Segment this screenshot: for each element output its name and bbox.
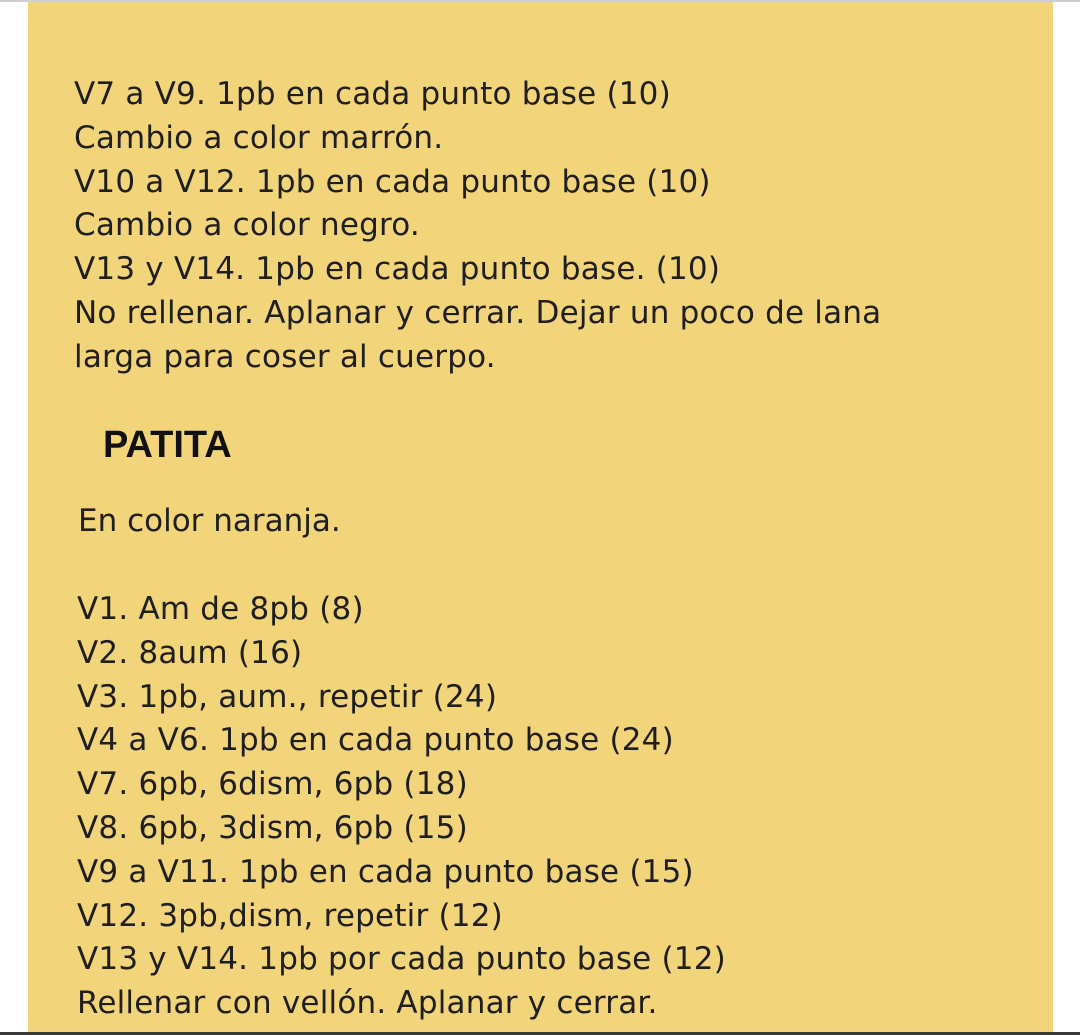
instruction-line: V7 a V9. 1pb en cada punto base (10) bbox=[74, 76, 671, 112]
instruction-line: V4 a V6. 1pb en cada punto base (24) bbox=[77, 722, 674, 759]
instruction-line: V12. 3pb,dism, repetir (12) bbox=[77, 897, 503, 934]
instructions-block-one bbox=[74, 73, 881, 380]
instruction-line: V1. Am de 8pb (8) bbox=[77, 591, 364, 627]
color-intro: En color naranja. bbox=[78, 503, 341, 539]
instruction-line: V13 y V14. 1pb por cada punto base (12) bbox=[77, 941, 726, 978]
bottom-divider bbox=[0, 1032, 1080, 1035]
instruction-line: V10 a V12. 1pb en cada punto base (10) bbox=[74, 163, 711, 200]
instruction-line: No rellenar. Aplanar y cerrar. Dejar un poco de lana bbox=[74, 294, 882, 331]
instruction-line: V2. 8aum (16) bbox=[77, 634, 303, 671]
instruction-line: V9 a V11. 1pb en cada punto base (15) bbox=[77, 853, 694, 890]
instruction-line: Cambio a color marrón. bbox=[74, 119, 444, 156]
instruction-line: V13 y V14. 1pb en cada punto base. (10) bbox=[74, 251, 721, 288]
instruction-line: V8. 6pb, 3dism, 6pb (15) bbox=[77, 809, 468, 846]
instruction-line: Cambio a color negro. bbox=[74, 207, 420, 244]
instruction-line: V3. 1pb, aum., repetir (24) bbox=[77, 678, 498, 715]
instruction-line: V7. 6pb, 6dism, 6pb (18) bbox=[77, 766, 468, 803]
instructions-block-patita bbox=[77, 588, 726, 1026]
instruction-line: larga para coser al cuerpo. bbox=[74, 338, 496, 375]
section-heading-patita: PATITA bbox=[103, 424, 232, 466]
instruction-line: Rellenar con vellón. Aplanar y cerrar. bbox=[77, 985, 658, 1022]
